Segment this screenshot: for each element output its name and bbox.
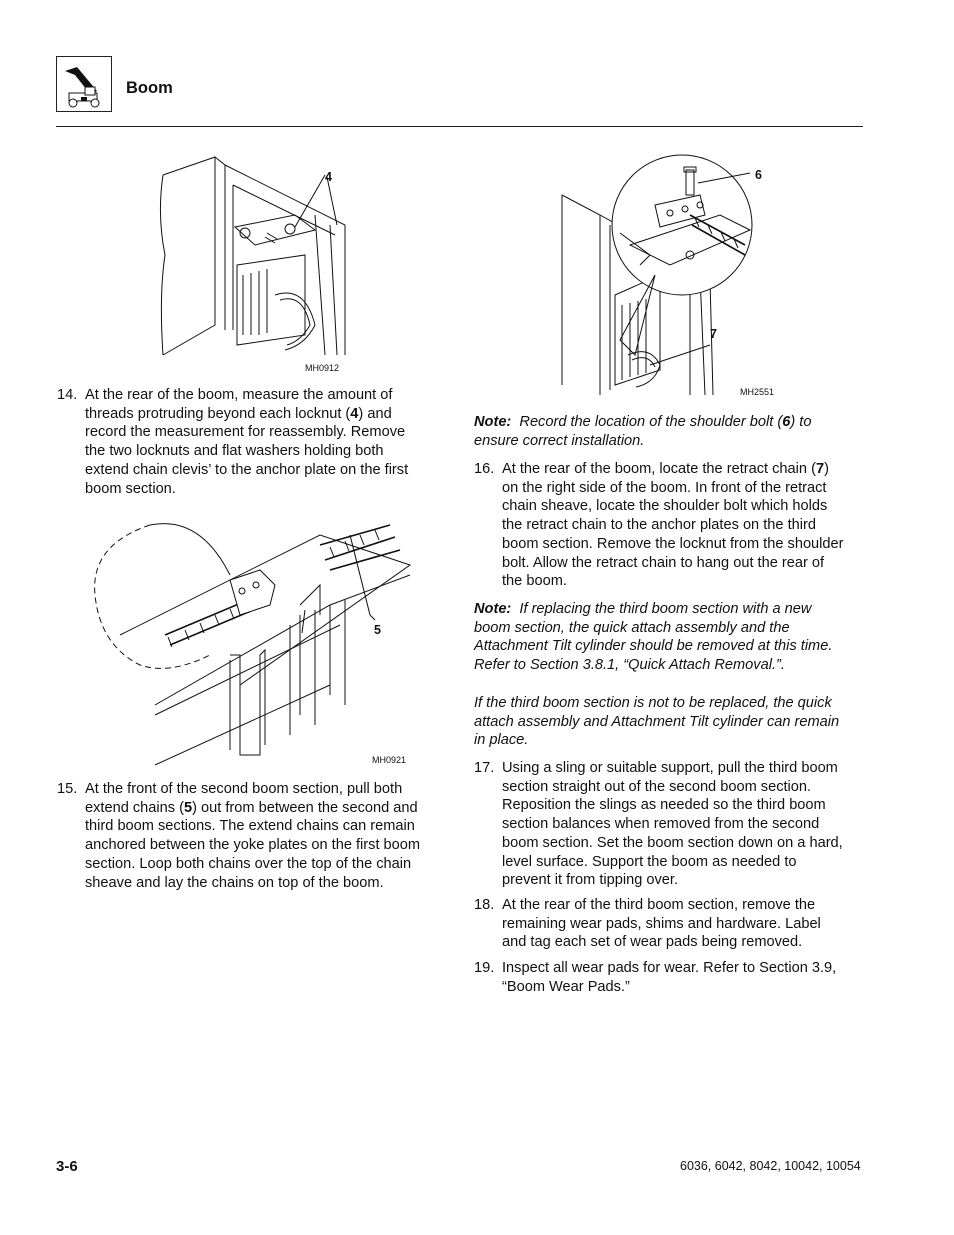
- step-number: 14.: [57, 387, 78, 403]
- figure-extend-chains-drawing: [90, 515, 420, 770]
- step-line: Reposition the slings as needed so the third boom: [502, 797, 826, 814]
- step-line: boom section.: [85, 480, 176, 497]
- note-line: If the third boom section is not to be replaced, the quick: [474, 695, 832, 711]
- step-line: on the right side of the boom. In front of the retract: [502, 479, 827, 496]
- figure-shoulder-bolt-drawing: [560, 155, 790, 400]
- figure-id: MH0912: [305, 363, 340, 373]
- note-line: Note: If replacing the third boom section with a new: [474, 601, 812, 617]
- step-line: section. Loop both chains over the top of the chain: [85, 855, 412, 872]
- step-line: record the measurement for reassembly. Remove: [85, 424, 406, 441]
- step-15: [57, 780, 447, 896]
- step-number: 15.: [57, 781, 78, 797]
- step-line: boom section. Set the boom section down on a hard,: [502, 834, 843, 851]
- step-line: At the front of the second boom section, pull both: [85, 781, 403, 797]
- step-line: remaining wear pads, shims and hardware. Label: [502, 915, 821, 932]
- step-line: and tag each set of wear pads being removed.: [502, 934, 803, 951]
- step-line: section balances when removed from the second: [502, 816, 820, 833]
- page-title: Boom: [126, 79, 173, 97]
- step-line: bolt. Allow the retract chain to hang out the rear of: [502, 554, 825, 571]
- telehandler-icon: [57, 57, 113, 113]
- callout-6: 6: [755, 168, 762, 182]
- step-line: third boom sections. The extend chains can remain: [85, 818, 415, 835]
- header-divider: [56, 126, 863, 127]
- note-line: boom section, the quick attach assembly and the: [474, 619, 790, 636]
- note-third-boom-replacement: [474, 600, 869, 675]
- step-line: anchored between the yoke plates on the first boom: [85, 837, 421, 854]
- step-line: level surface. Support the boom as needed to: [502, 853, 797, 870]
- note-shoulder-bolt: [474, 413, 864, 450]
- step-number: 19.: [474, 960, 495, 976]
- note-third-boom-retained: [474, 694, 869, 750]
- step-line: extend chain clevis’ to the anchor plate on the first: [85, 461, 409, 478]
- figure-locknuts-drawing: [155, 155, 355, 375]
- step-line: chain sheave, locate the shoulder bolt which holds: [502, 498, 828, 515]
- step-17: [474, 759, 864, 893]
- step-line: At the rear of the boom, measure the amount of: [85, 387, 393, 403]
- note-line: Note: Record the location of the shoulder bolt (6) to: [474, 414, 812, 430]
- step-18: [474, 896, 864, 954]
- step-line: prevent it from tipping over.: [502, 872, 679, 889]
- figure-id: MH0921: [372, 755, 407, 765]
- step-line: Inspect all wear pads for wear. Refer to Section 3.9,: [502, 960, 837, 976]
- step-line: the retract chain to the anchor plates on the third: [502, 517, 816, 534]
- section-logo: [56, 56, 112, 112]
- step-14: [57, 386, 447, 502]
- step-line: Using a sling or suitable support, pull the third boom: [502, 760, 838, 776]
- callout-5: 5: [374, 623, 381, 637]
- step-number: 17.: [474, 760, 495, 776]
- note-line: in place.: [474, 732, 529, 749]
- callout-4: 4: [325, 170, 332, 184]
- page-number: 3-6: [56, 1158, 78, 1175]
- model-numbers: 6036, 6042, 8042, 10042, 10054: [680, 1159, 861, 1173]
- step-line: the two locknuts and flat washers holding both: [85, 443, 384, 460]
- figure-extend-chains: [90, 515, 420, 770]
- figure-locknuts: [155, 155, 355, 375]
- step-line: At the rear of the third boom section, remove the: [502, 897, 816, 913]
- step-line: At the rear of the boom, locate the retract chain (7): [502, 461, 829, 477]
- step-line: extend chains (5) out from between the second and: [85, 799, 418, 816]
- step-line: sheave and lay the chains on top of the boom.: [85, 874, 384, 891]
- step-number: 16.: [474, 461, 495, 477]
- callout-7: 7: [710, 327, 717, 341]
- note-line: ensure correct installation.: [474, 432, 645, 449]
- step-19: [474, 959, 864, 999]
- step-line: threads protruding beyond each locknut (4) and: [85, 405, 392, 422]
- step-number: 18.: [474, 897, 495, 913]
- note-line: attach assembly and Attachment Tilt cylinder can remain: [474, 713, 840, 730]
- step-line: the boom.: [502, 573, 567, 590]
- note-line: Refer to Section 3.8.1, “Quick Attach Removal.”.: [474, 657, 785, 674]
- step-line: boom section. Remove the locknut from the shoulder: [502, 535, 844, 552]
- figure-shoulder-bolt: [560, 155, 790, 400]
- step-16: [474, 460, 864, 596]
- step-line: “Boom Wear Pads.”: [502, 978, 630, 995]
- note-line: Attachment Tilt cylinder should be removed at this time.: [474, 638, 833, 655]
- step-line: section straight out of the second boom section.: [502, 778, 812, 795]
- figure-id: MH2551: [740, 387, 775, 397]
